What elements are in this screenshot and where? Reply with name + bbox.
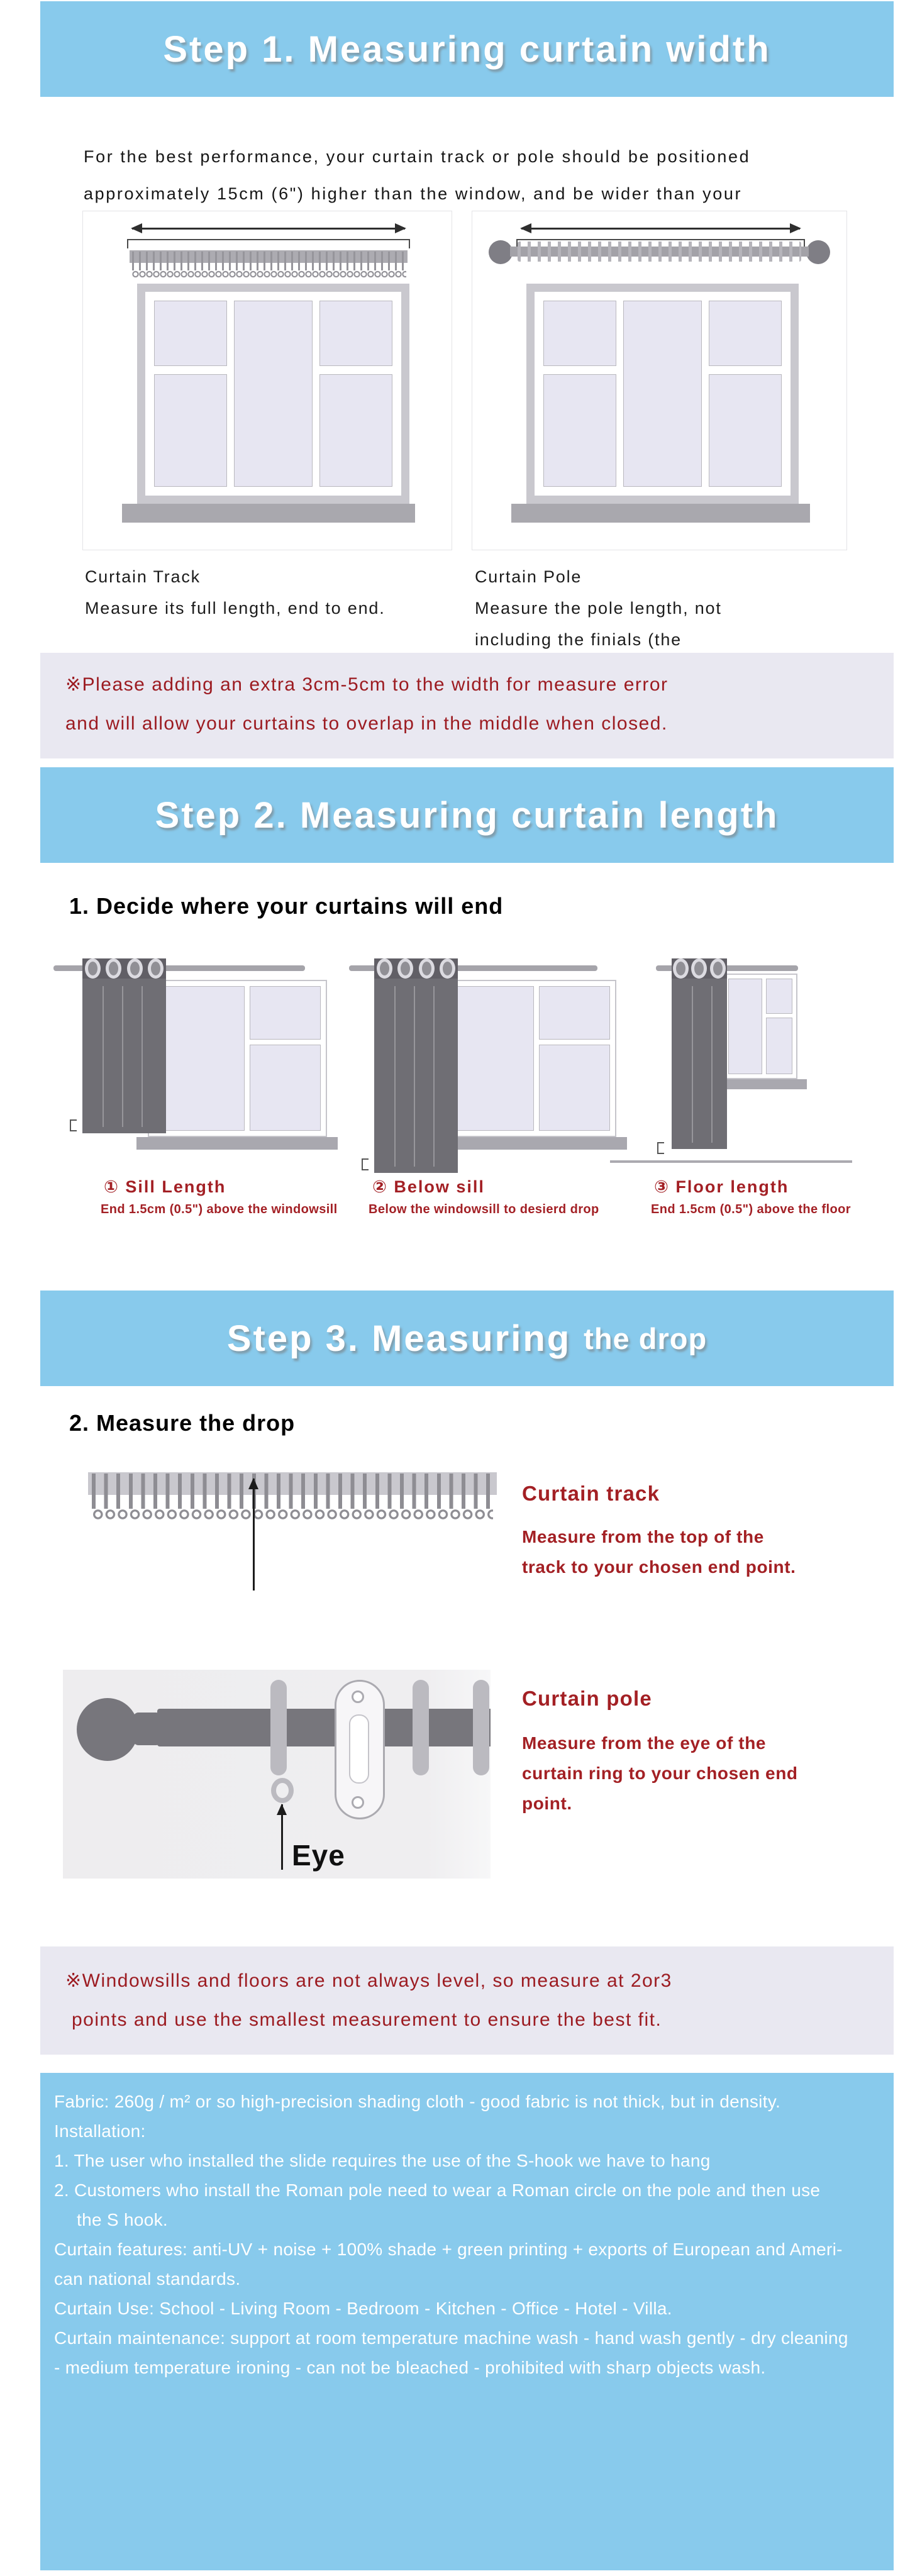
- note-line-2: points and use the smallest measurement to ensure the best fit.: [72, 2009, 662, 2030]
- detail-line: Curtain maintenance: support at room temperature machine wash - hand wash gently - dry cleaning: [54, 2328, 848, 2348]
- option2-label: Below sill: [394, 1177, 485, 1196]
- step3-banner: [40, 1291, 894, 1386]
- window-pane: [766, 1018, 792, 1074]
- window-graphic: [437, 980, 616, 1137]
- step2-heading: 1. Decide where your curtains will end: [69, 893, 504, 919]
- grommet-icon: [673, 958, 689, 979]
- window-pane: [154, 374, 227, 487]
- pole-drop-text: [522, 1728, 798, 1819]
- up-arrow-icon: [281, 1804, 283, 1870]
- floor-length-diagram: [619, 956, 871, 1182]
- window-graphic: [723, 974, 797, 1079]
- grommet-icon: [85, 958, 101, 979]
- window-pane: [766, 979, 792, 1014]
- windowsill: [136, 1137, 338, 1150]
- windowsill: [714, 1079, 807, 1089]
- window-column-left: [154, 301, 227, 487]
- window-pane: [319, 374, 392, 487]
- option3-desc: End 1.5cm (0.5") above the floor: [651, 1202, 851, 1216]
- option2-number: ②: [372, 1177, 388, 1196]
- option1-title: [104, 1177, 226, 1197]
- option1-label: Sill Length: [125, 1177, 226, 1196]
- track-drop-line: Measure from the top of the: [522, 1527, 764, 1546]
- track-drop-title: Curtain track: [522, 1482, 660, 1505]
- measure-bracket: [657, 1142, 664, 1154]
- track-caption: [85, 562, 386, 625]
- track-caption-title: Curtain Track: [85, 567, 201, 586]
- measure-bracket: [127, 239, 410, 248]
- detail-line: 1. The user who installed the slide requires the use of the S-hook we have to hang: [54, 2151, 711, 2170]
- curtain-graphic: [82, 958, 166, 1133]
- grommet-strip: [672, 958, 727, 979]
- option3-label: Floor length: [675, 1177, 789, 1196]
- curtain-pole-width-diagram: [472, 211, 847, 550]
- grommet-icon: [377, 958, 392, 979]
- measure-bracket: [70, 1119, 77, 1131]
- step2-banner-title: Step 2. Measuring curtain length: [155, 794, 779, 836]
- step3-banner-subtitle: the drop: [584, 1321, 707, 1355]
- below-sill-diagram: [349, 956, 632, 1182]
- window-graphic: [148, 980, 327, 1137]
- eye-ring-icon: [271, 1778, 294, 1803]
- detail-line: Curtain features: anti-UV + noise + 100% shade + green printing + exports of European and Ameri-: [54, 2240, 843, 2259]
- window-pane: [539, 986, 610, 1040]
- double-arrow-icon: [521, 228, 800, 230]
- step2-banner: [40, 767, 894, 863]
- curtain-folds: [379, 986, 453, 1167]
- grommet-icon: [106, 958, 121, 979]
- pole-caption-title: Curtain Pole: [475, 567, 582, 586]
- curtain-graphic: [374, 958, 458, 1173]
- track-drop-line: track to your chosen end point.: [522, 1557, 796, 1577]
- track-hook-rings: [132, 270, 406, 279]
- option2-title: [372, 1177, 485, 1197]
- grommet-icon: [691, 958, 707, 979]
- pole-finial-icon: [77, 1698, 138, 1761]
- curtain-pole-bar: [157, 1709, 491, 1746]
- pole-rings: [518, 242, 801, 262]
- track-hook-stems: [92, 1474, 493, 1509]
- pole-finial-right: [806, 240, 830, 264]
- wall-bracket: [335, 1680, 385, 1819]
- detail-line: Curtain Use: School - Living Room - Bedroom - Kitchen - Office - Hotel - Villa.: [54, 2299, 672, 2318]
- detail-line: can national standards.: [54, 2269, 241, 2289]
- grommet-icon: [397, 958, 413, 979]
- window-column: [539, 986, 610, 1131]
- floor-line: [610, 1160, 852, 1163]
- track-hook-stems: [132, 252, 406, 270]
- drop-track-diagram: [88, 1472, 497, 1598]
- window-column-right: [319, 301, 392, 487]
- pole-drop-line: curtain ring to your chosen end: [522, 1763, 798, 1784]
- window-column: [766, 979, 792, 1074]
- pole-finial-left: [489, 240, 513, 264]
- width-note-box: [40, 653, 894, 758]
- drop-pole-diagram: [63, 1670, 491, 1879]
- grommet-strip: [82, 958, 166, 979]
- detail-line: - medium temperature ironing - can not be bleached - prohibited with sharp objects wash.: [54, 2358, 766, 2377]
- window-frame: [535, 292, 791, 496]
- detail-line: Fabric: 260g / m² or so high-precision shading cloth - good fabric is not thick, but in density.: [54, 2092, 781, 2111]
- intro-paragraph: [84, 138, 750, 213]
- grommet-icon: [148, 958, 164, 979]
- note-line-2: and will allow your curtains to overlap in the middle when closed.: [65, 713, 668, 734]
- step3-heading: 2. Measure the drop: [69, 1410, 296, 1436]
- grommet-icon: [419, 958, 435, 979]
- grommet-icon: [440, 958, 455, 979]
- windowsill: [511, 504, 810, 523]
- curtain-folds: [87, 986, 161, 1127]
- eye-label: Eye: [292, 1839, 345, 1872]
- up-arrow-icon: [253, 1479, 255, 1591]
- window-pane: [543, 374, 616, 487]
- screw-icon: [352, 1796, 364, 1809]
- window-frame: [145, 292, 401, 496]
- window-pane: [709, 301, 782, 366]
- pole-caption: [475, 562, 722, 656]
- intro-line-1: For the best performance, your curtain track or pole should be positioned: [84, 147, 751, 166]
- pole-caption-line: including the finials (the: [475, 630, 682, 649]
- double-arrow-icon: [132, 228, 405, 230]
- bracket-slot: [349, 1714, 369, 1784]
- track-hook-rings: [92, 1509, 493, 1521]
- curtain-ring: [413, 1680, 429, 1775]
- pole-drop-title: Curtain pole: [522, 1687, 652, 1710]
- detail-line: Installation:: [54, 2121, 146, 2141]
- window-column-right: [709, 301, 782, 487]
- window-pane-center: [234, 301, 313, 487]
- screw-icon: [352, 1690, 364, 1703]
- curtain-ring: [473, 1680, 489, 1775]
- detail-line: the S hook.: [77, 2210, 168, 2229]
- window-pane: [319, 301, 392, 366]
- drop-note-box: [40, 1946, 894, 2055]
- step1-banner: [40, 1, 894, 97]
- measure-bracket: [362, 1158, 369, 1170]
- curtain-graphic: [672, 958, 727, 1149]
- intro-line-2: approximately 15cm (6") higher than the window, and be wider than your: [84, 184, 743, 204]
- window-pane: [539, 1045, 610, 1131]
- option2-desc: Below the windowsill to desierd drop: [369, 1202, 599, 1216]
- note-line-1: ※Please adding an extra 3cm-5cm to the width for measure error: [65, 674, 669, 695]
- window-graphic: [526, 284, 799, 504]
- curtain-track-width-diagram: [82, 211, 452, 550]
- grommet-icon: [710, 958, 726, 979]
- track-drop-text: [522, 1522, 796, 1582]
- window-pane: [709, 374, 782, 487]
- step1-banner-title: Step 1. Measuring curtain width: [163, 28, 771, 70]
- pole-drop-line: Measure from the eye of the: [522, 1733, 767, 1753]
- option3-title: [654, 1177, 789, 1197]
- window-column-left: [543, 301, 616, 487]
- step3-banner-title: Step 3. Measuring: [226, 1318, 572, 1359]
- curtain-ring: [270, 1680, 287, 1775]
- sill-length-diagram: [53, 956, 330, 1182]
- option1-number: ①: [104, 1177, 119, 1196]
- pole-drop-line: point.: [522, 1794, 572, 1814]
- window-pane: [250, 986, 321, 1040]
- detail-line: 2. Customers who install the Roman pole need to wear a Roman circle on the pole and then use: [54, 2180, 821, 2200]
- window-graphic: [137, 284, 409, 504]
- option3-number: ③: [654, 1177, 670, 1196]
- note-line-1: ※Windowsills and floors are not always level, so measure at 2or3: [65, 1970, 672, 1991]
- grommet-icon: [127, 958, 143, 979]
- window-column: [250, 986, 321, 1131]
- window-pane: [728, 979, 762, 1074]
- curtain-folds: [677, 986, 722, 1143]
- pole-caption-line: Measure the pole length, not: [475, 598, 722, 618]
- window-pane: [154, 301, 227, 366]
- window-pane-center: [623, 301, 702, 487]
- window-pane: [543, 301, 616, 366]
- product-details-box: [40, 2073, 894, 2570]
- option1-desc: End 1.5cm (0.5") above the windowsill: [101, 1202, 338, 1216]
- grommet-strip: [374, 958, 458, 979]
- track-caption-line: Measure its full length, end to end.: [85, 598, 386, 618]
- windowsill: [122, 504, 415, 523]
- window-pane: [250, 1045, 321, 1131]
- window-pane: [154, 986, 245, 1131]
